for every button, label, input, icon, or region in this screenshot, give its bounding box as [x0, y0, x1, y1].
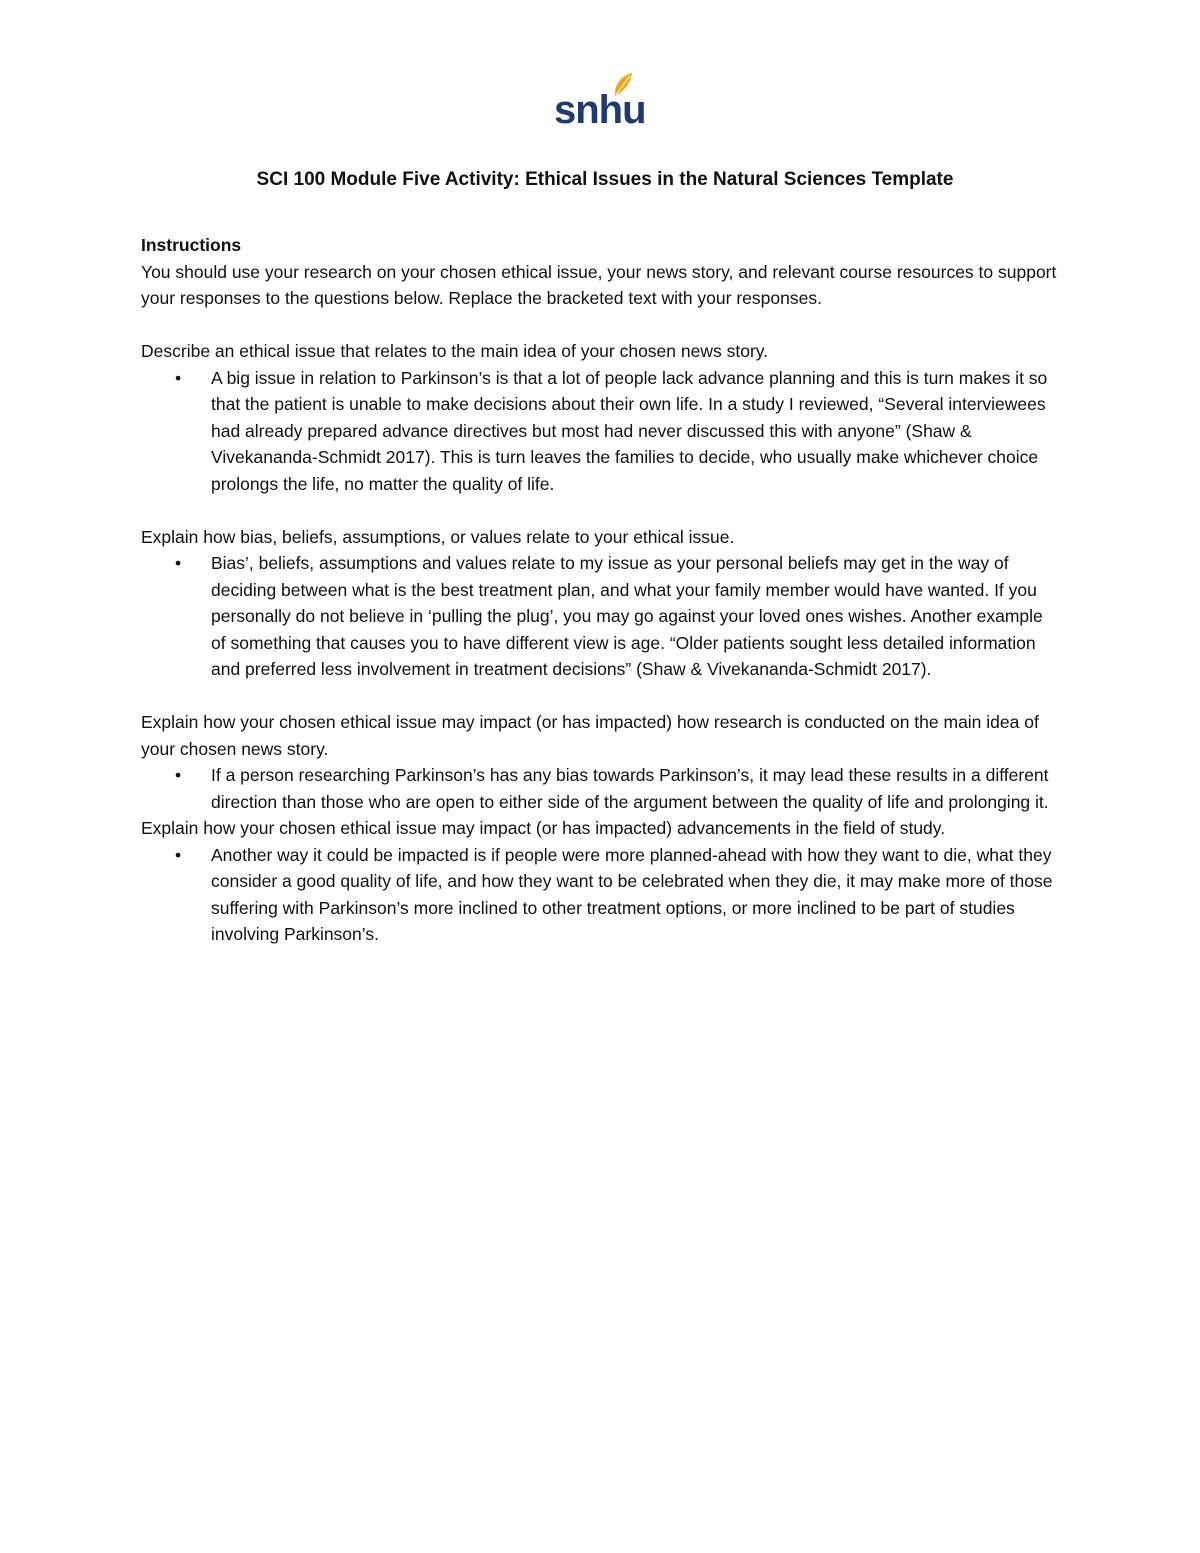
list-item: [141, 762, 1061, 815]
instructions-text: You should use your research on your chosen ethical issue, your news story, and relevant course resources to support your responses to the questions below. Replace the bracketed text with your responses.: [141, 261, 1057, 308]
question-2: Explain how bias, beliefs, assumptions, or values relate to your ethical issue.: [141, 526, 735, 547]
answer-1: A big issue in relation to Parkinson’s is that a lot of people lack advance planning and this is turn makes it so that the patient is unable to make decisions about their own life. In a study I reviewed, “Several interviewees had already prepared advance directives but most had never discussed this with anyone” (Shaw & Vivekananda-Schmidt 2017). This is turn leaves the families to decide, who usually make whichever choice prolongs the life, no matter the quality of life.: [211, 367, 1048, 494]
question-4: Explain how your chosen ethical issue may impact (or has impacted) advancements in the field of study.: [141, 818, 946, 838]
document-body: [141, 166, 1061, 948]
bullet-icon: •: [175, 765, 182, 785]
question-1: Describe an ethical issue that relates to the main idea of your chosen news story.: [141, 341, 769, 361]
answer-list-2: [141, 550, 1061, 683]
answer-4: Another way it could be impacted is if people were more planned-ahead with how they want to die, what they consider a good quality of life, and how they want to be celebrated when they die, it may make more of those suffering with Parkinson’s more inclined to other treatment options, or more inclined to be part of studies involving Parkinson’s.: [211, 844, 1053, 944]
bullet-icon: •: [175, 367, 182, 388]
bullet-icon: •: [175, 844, 182, 865]
answer-list-4: [141, 842, 1061, 948]
answer-list-1: [141, 365, 1061, 498]
answer-3: If a person researching Parkinson’s has any bias towards Parkinson’s, it may lead these results in a different direction than those who are open to either side of the argument between the quality of life and prolonging it.: [211, 765, 1049, 812]
snhu-logo: [554, 72, 646, 132]
logo-text: snhu: [554, 88, 646, 132]
question-3: Explain how your chosen ethical issue may impact (or has impacted) how research is conducted on the main idea of your chosen news story.: [141, 712, 1039, 759]
list-item: [141, 842, 1061, 948]
list-item: [141, 550, 1061, 683]
answer-2: Bias’, beliefs, assumptions and values relate to my issue as your personal beliefs may get in the way of deciding between what is the best treatment plan, and what your family member would have wanted. If you personally do not believe in ‘pulling the plug’, you may go against your loved ones wishes. Another example of something that causes you to have different view is age. “Older patients sought less detailed information and preferred less involvement in treatment decisions” (Shaw & Vivekananda-Schmidt 2017).: [211, 553, 1043, 679]
list-item: [141, 365, 1061, 498]
page-title: SCI 100 Module Five Activity: Ethical Issues in the Natural Sciences Template: [256, 169, 954, 190]
answer-list-3: [141, 762, 1061, 815]
bullet-icon: •: [175, 553, 182, 573]
instructions-heading: Instructions: [141, 235, 242, 255]
